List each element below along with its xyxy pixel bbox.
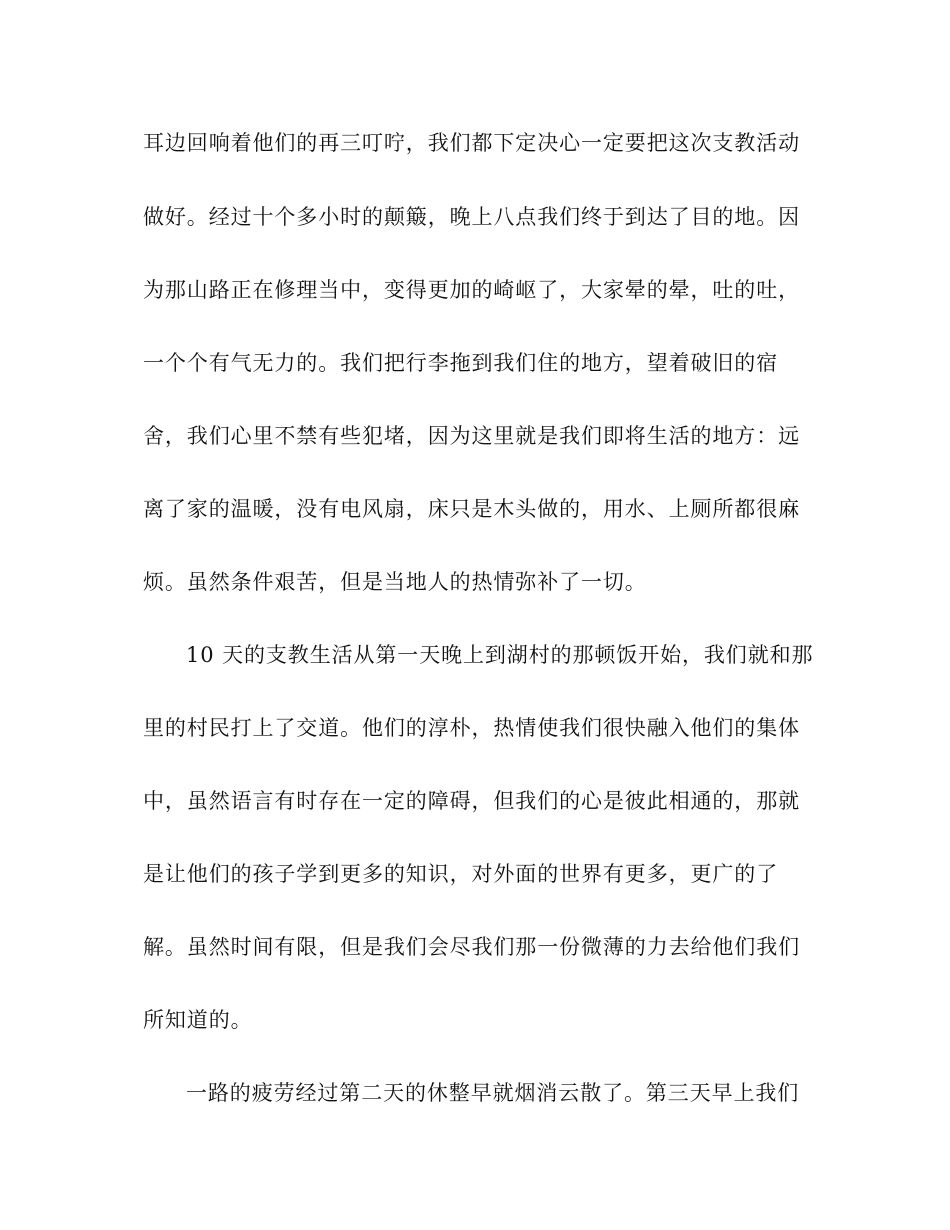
text-line-14: 一路的疲劳经过第二天的休整早就烟消云散了。第三天早上我们 bbox=[186, 1081, 800, 1105]
text-line-2: 做好。经过十个多小时的颠簸，晚上八点我们终于到达了目的地。因 bbox=[143, 205, 800, 229]
text-line-10: 中，虽然语言有时存在一定的障碍，但我们的心是彼此相通的，那就 bbox=[143, 789, 800, 813]
text-line-3: 为那山路正在修理当中，变得更加的崎岖了，大家晕的晕，吐的吐， bbox=[143, 278, 800, 302]
text-line-12: 解。虽然时间有限，但是我们会尽我们那一份微薄的力去给他们我们 bbox=[143, 935, 800, 959]
text-line-13: 所知道的。 bbox=[143, 1008, 253, 1032]
text-line-6: 离了家的温暖，没有电风扇，床只是木头做的，用水、上厕所都很麻 bbox=[143, 497, 800, 521]
text-line-4: 一个个有气无力的。我们把行李拖到我们住的地方，望着破旧的宿 bbox=[143, 351, 779, 375]
text-line-5: 舍，我们心里不禁有些犯堵，因为这里就是我们即将生活的地方：远 bbox=[143, 424, 800, 448]
text-line-1: 耳边回响着他们的再三叮咛，我们都下定决心一定要把这次支教活动 bbox=[143, 131, 800, 155]
text-line-11: 是让他们的孩子学到更多的知识，对外面的世界有更多，更广的了 bbox=[143, 862, 779, 886]
text-line-7: 烦。虽然条件艰苦，但是当地人的热情弥补了一切。 bbox=[143, 570, 647, 594]
text-line-9: 里的村民打上了交道。他们的淳朴，热情使我们很快融入他们的集体 bbox=[143, 716, 800, 740]
text-line-8: 10 天的支教生活从第一天晚上到湖村的那顿饭开始，我们就和那 bbox=[186, 643, 814, 667]
